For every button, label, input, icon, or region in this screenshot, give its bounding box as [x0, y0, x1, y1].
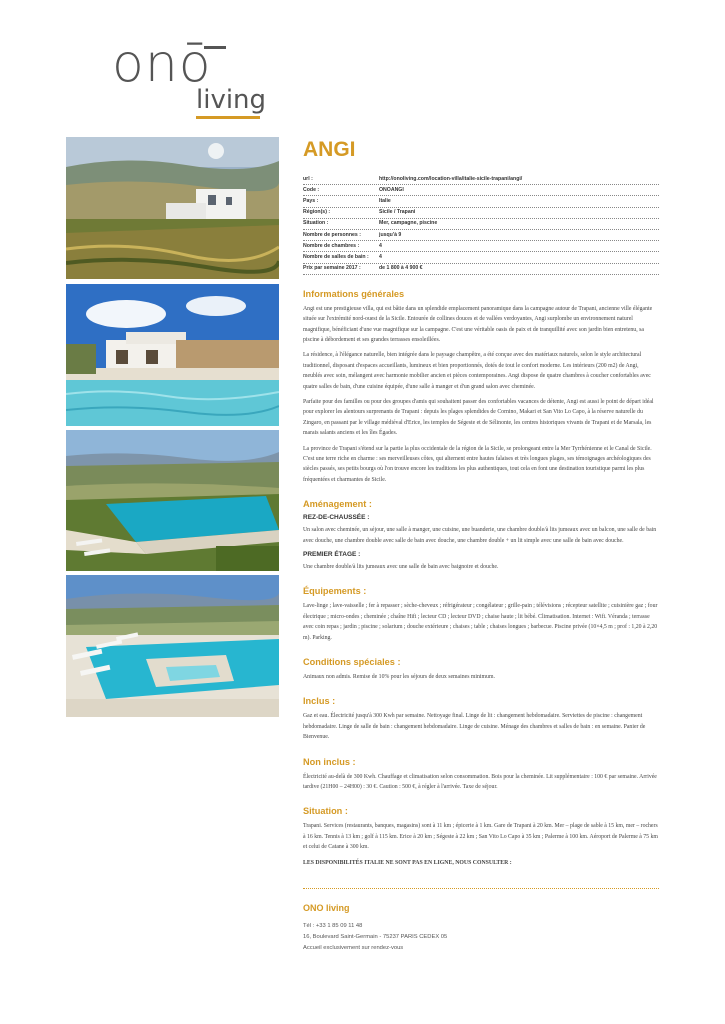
spec-row [303, 264, 659, 275]
paragraph: Parfaite pour des familles ou pour des groupes d'amis qui souhaitent passer des confortables vacances de détente, Angi est aussi le point de départ idéal pour explorer les alentours surprenants de Trapani : depuis les plages splendides de Cornino, Makari et San Vito Lo Capo, à la réserve naturelle du Zingaro, en passant par le village médiéval d'Erice, les temples de Ségeste et de Sélinonte, les centres historiques vivants de Trapani et de Marsala, les marais salants anciens et les îles Égades. [303, 398, 654, 437]
spec-value: ONOANGI [379, 186, 404, 193]
onoliving-logo [112, 34, 267, 122]
section-heading-equipements: Équipements : [303, 586, 367, 597]
villa-pool-photo [66, 284, 279, 426]
spec-row [303, 252, 659, 263]
spec-value: 4 [379, 253, 382, 260]
footer-address: 16, Boulevard Saint-Germain - 75237 PARIS CEDEX 05 [303, 934, 448, 941]
spec-label: Nombre de salles de bain : [303, 253, 369, 260]
paragraph: Animaux non admis. Remise de 10% pour les séjours de deux semaines minimum. [303, 674, 495, 681]
spec-url-link[interactable]: http://onoliving.com/location-villa/italie-sicile-trapani/angi/ [379, 175, 523, 182]
spec-row [303, 241, 659, 252]
paragraph: Lave-linge ; lave-vaisselle ; fer à repasser ; sèche-cheveux ; réfrigérateur ; congélateur ; grille-pain ; télévisions ; récepteur satellite ; cuisinière gaz ; four électrique ; micro-ondes ; cheminée ; chaîne Hifi ; lecteur CD ; lecteur DVD ; chaise haute ; lit bébé. Climatisation. Internet : Wifi. Véranda ; terrasse avec coin repas ; jardin ; piscine ; solarium ; douche extérieure ; chaises ; table ; chaises longues ; barbecue. Piscine privée (10×4,5 m ; prof : 1,20 à 2,20 m). Parking. [303, 603, 658, 641]
paragraph: Une chambre double/à lits jumeaux avec une salle de bain avec baignoire et douche. [303, 564, 499, 570]
paragraph: Électricité au-delà de 300 Kwh. Chauffage et climatisation selon consommation. Bois pour la cheminée. Lit supplémentaire : 100 € par semaine. Arrivée tardive (21H00 – 24H00) : 30 €. Caution : 500 €, à régler à l'arrivée. Taxe de séjour. [303, 773, 657, 791]
spec-row [303, 174, 659, 185]
paragraph: La résidence, à l'élégance naturelle, bien intégrée dans le paysage champêtre, a été conçue avec des matériaux naturels, selon le style architectural traditionnel, disposant d'espaces accueillants, lumineux et bien proportionnés, dotés de tout le confort moderne. Les intérieurs (200 m2) de Angi, meublés avec soin, mélangent avec harmonie mobilier ancien et pièces contemporaines. Angi dispose de quatre chambres à coucher confortables avec quatre salles de bain, d'une cuisine équipée, d'une salle à manger et d'un grand salon avec cheminée. [303, 352, 651, 390]
paragraph: Trapani. Services (restaurants, banques, magasins) sont à 11 km ; épicerie à 1 km. Gare de Trapani à 20 km. Mer – plage de sable à 15 km, mer – rochers à 16 km. Tennis à 13 km ; golf à 115 km. Erice à 20 km ; Ségeste à 22 km ; San Vito Lo Capo à 35 km ; Palerme à 100 km. Aéroport de Palerme à 75 km et celui de Catane à 300 km. [303, 823, 658, 851]
logo-text-top: onō [112, 34, 212, 94]
paragraph: Un salon avec cheminée, un séjour, une salle à manger, une cuisine, une buanderie, une chambre double/à lits jumeaux avec un balcon, une salle de bain avec douche, une chambre double avec salle de bain avec douche, une chambre double + un lit simple avec une salle de bain avec douche. [303, 527, 657, 544]
paragraph: Gaz et eau. Électricité jusqu'à 300 Kwh par semaine. Nettoyage final. Linge de lit : changement hebdomadaire. Serviettes de piscine : changement hebdomadaire. Linge de salle de bain : changement hebdomadaire. Linge de cuisine. Ménage des chambres et salles de bain : en semaine. Panier de Bienvenue. [303, 713, 646, 741]
spec-label: Prix par semaine 2017 : [303, 265, 361, 272]
spec-row [303, 185, 659, 196]
spec-label: Nombre de personnes : [303, 231, 361, 238]
spec-value: 4 [379, 242, 382, 249]
paragraph: Angi est une prestigieuse villa, qui est bâtie dans un splendide emplacement panoramique dans la campagne autour de Trapani, ancienne ville élégante située sur l'extrémité nord-ouest de la Sicile. Entourée de collines douces et de vallées verdoyantes, Angi surplombe un environnement naturel magnifique, bénéficiant d'une vue magnifique sur la campagne. C'est une véritable oasis de paix et de tranquillité avec son jardin bien entretenu, sa piscine à débordement et ses grandes terrasses ensoleillées. [303, 305, 653, 343]
footer-phone: Tél : +33 1 85 09 11 48 [303, 923, 363, 930]
spec-label: Code : [303, 186, 320, 193]
spec-row [303, 230, 659, 241]
spec-value: Italie [379, 197, 391, 204]
spec-row [303, 219, 659, 230]
section-heading-amenagement: Aménagement : [303, 499, 372, 510]
content-column [303, 130, 659, 954]
section-heading-general: Informations générales [303, 288, 405, 299]
paragraph: La province de Trapani s'étend sur la partie la plus occidentale de la région de la Sicile, se prolongeant entre la Mer Tyrrhénienne et le Canal de Sicile. C'est une terre riche en charme : ses merveilleuses côtes, qui alternent entre hautes falaises et très longues plages, ses témoignages archéologiques des siècles passés, ses petits bourgs où l'on trouve encore les traditions les plus authentiques, tout cela en font une destination touristique parmi les plus fréquentées et charmantes de Sicile. [303, 445, 652, 483]
spec-table [303, 174, 659, 275]
spec-value: jusqu'à 9 [379, 231, 402, 238]
spec-label: Région(s) : [303, 209, 331, 216]
section-heading-conditions: Conditions spéciales : [303, 657, 401, 668]
footer-divider [303, 888, 659, 889]
villa-hillside-photo [66, 137, 279, 279]
spec-label: Pays : [303, 197, 319, 204]
spec-value: Mer, campagne, piscine [379, 220, 438, 227]
footer-title: ONO living [303, 903, 350, 914]
spec-value: de 1 800 à 4 900 € [379, 265, 423, 272]
pool-loungers-photo [66, 575, 279, 717]
spec-row [303, 196, 659, 207]
footer-note: Accueil exclusivement sur rendez-vous [303, 945, 404, 952]
spec-label: url : [303, 175, 313, 182]
section-heading-inclus: Inclus : [303, 696, 336, 707]
pool-terrace-view-photo [66, 430, 279, 571]
subheading-first-floor: PREMIER ÉTAGE : [303, 551, 361, 558]
section-heading-situation: Situation : [303, 806, 348, 817]
spec-label: Nombre de chambres : [303, 242, 360, 249]
subheading-ground-floor: REZ-DE-CHAUSSÉE : [303, 514, 370, 522]
spec-value: Sicile / Trapani [379, 209, 416, 216]
spec-label: Situation : [303, 220, 329, 227]
section-heading-non-inclus: Non inclus : [303, 756, 356, 767]
spec-row [303, 208, 659, 219]
logo-underline [196, 116, 260, 119]
logo-text-bottom: living [196, 85, 267, 115]
page-title: ANGI [303, 138, 356, 161]
availability-note: LES DISPONIBILITÉS ITALIE NE SONT PAS EN LIGNE, NOUS CONSULTER : [303, 859, 512, 866]
